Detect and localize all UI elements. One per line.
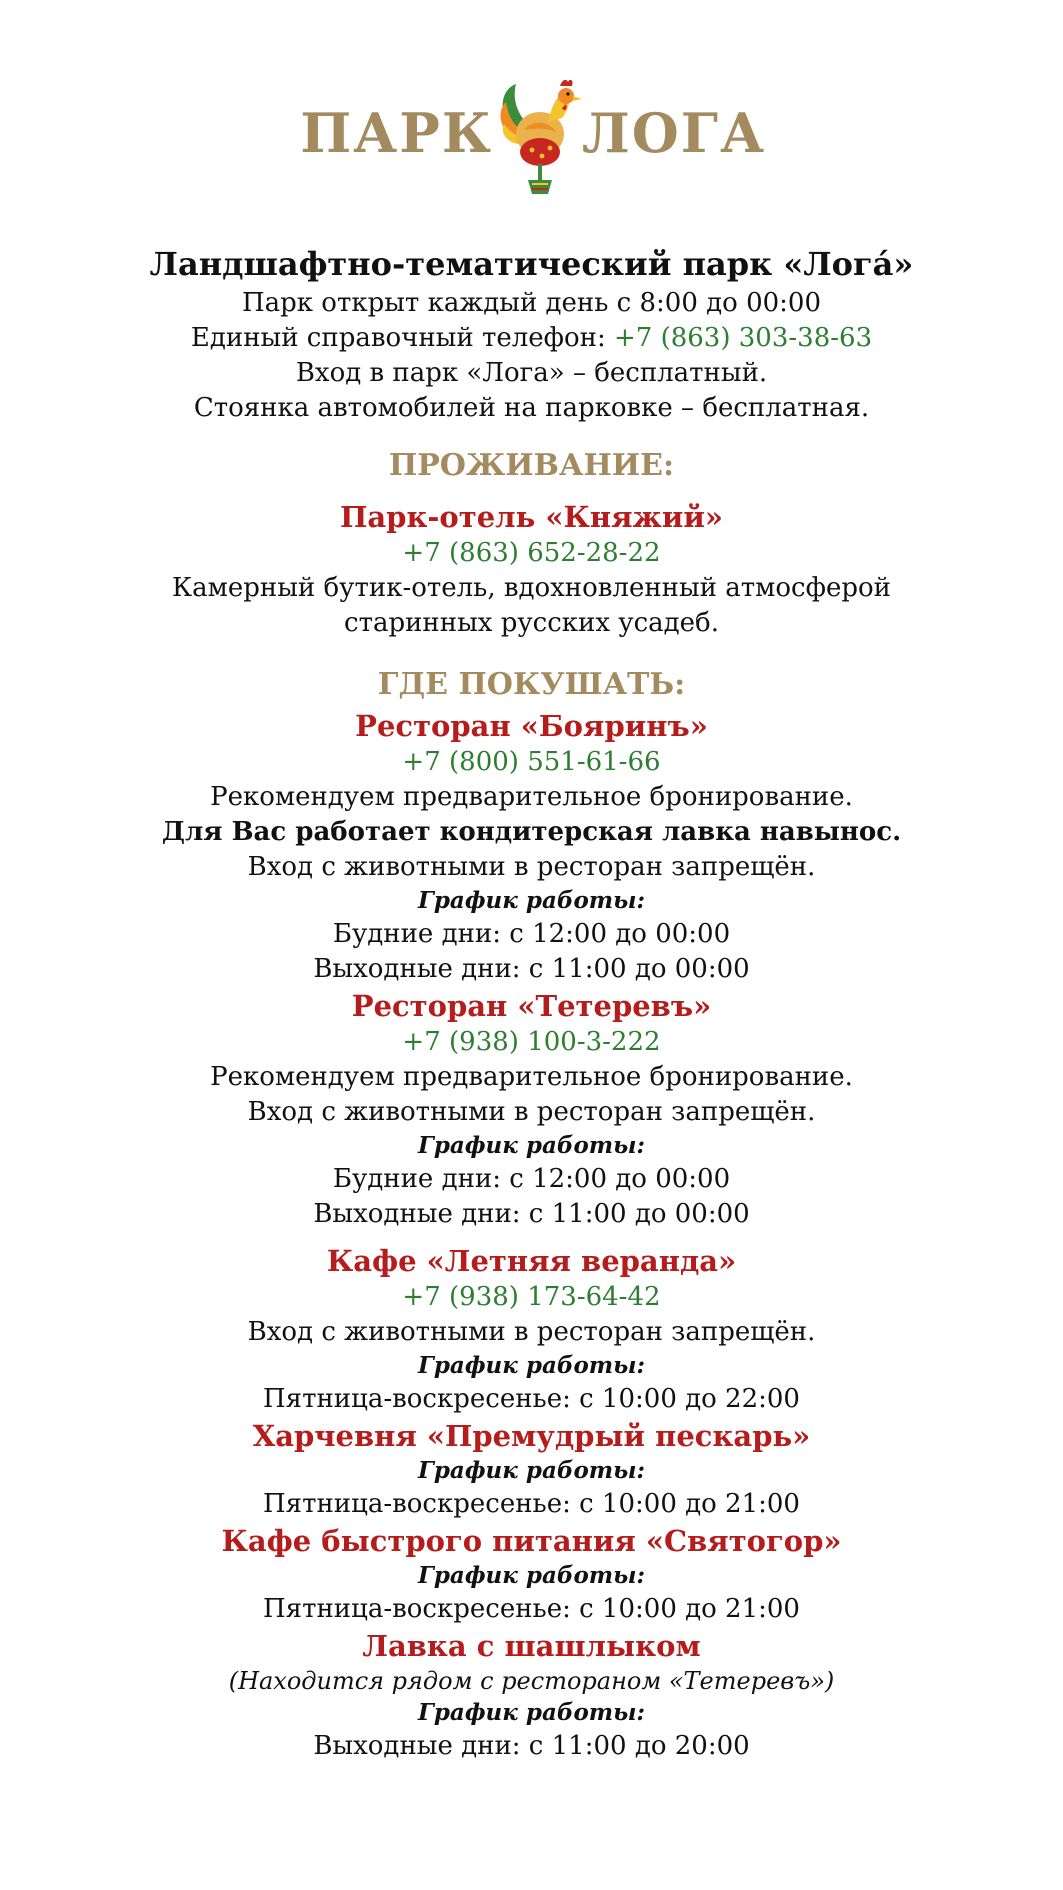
venue-teterev-pets: Вход с животными в ресторан запрещён. xyxy=(247,1097,816,1127)
venue-teterev-phone[interactable]: +7 (938) 100-3-222 xyxy=(402,1027,661,1057)
venue-boyarin-phone[interactable]: +7 (800) 551-61-66 xyxy=(402,747,661,777)
entrance-info: Вход в парк «Лога» – бесплатный. xyxy=(295,358,768,388)
logo-left-text: ПАРК xyxy=(300,101,493,165)
venue-boyarin-pastry: Для Вас работает кондитерская лавка навынос. xyxy=(161,817,902,847)
schedule-label: График работы: xyxy=(417,1352,646,1379)
schedule-label: График работы: xyxy=(417,1562,646,1589)
hotline xyxy=(0,321,1063,356)
venue-peskar-hours: Пятница-воскресенье: с 10:00 до 21:00 xyxy=(263,1489,800,1519)
opening-hours: Парк открыт каждый день с 8:00 до 00:00 xyxy=(241,288,822,318)
schedule-label: График работы: xyxy=(417,887,646,914)
accommodation-heading: ПРОЖИВАНИЕ: xyxy=(388,448,675,483)
venue-boyarin-name: Ресторан «Бояринъ» xyxy=(355,709,708,743)
park-logo xyxy=(0,72,1063,198)
venue-boyarin-booking: Рекомендуем предварительное бронирование. xyxy=(210,782,853,812)
venue-veranda-phone[interactable]: +7 (938) 173-64-42 xyxy=(402,1282,661,1312)
venue-teterev-booking: Рекомендуем предварительное бронирование. xyxy=(210,1062,853,1092)
venue-veranda-pets: Вход с животными в ресторан запрещён. xyxy=(247,1317,816,1347)
parking-info: Стоянка автомобилей на парковке – бесплатная. xyxy=(193,393,870,423)
venue-boyarin-weekdays: Будние дни: с 12:00 до 00:00 xyxy=(332,919,731,949)
venue-teterev-weekdays: Будние дни: с 12:00 до 00:00 xyxy=(332,1164,731,1194)
logo-right-text: ЛОГА xyxy=(582,101,767,165)
hotel-description-1: Камерный бутик-отель, вдохновленный атмосферой xyxy=(172,573,891,603)
hotline-label: Единый справочный телефон: xyxy=(190,323,614,353)
venue-teterev-weekends: Выходные дни: с 11:00 до 00:00 xyxy=(313,1199,750,1229)
schedule-label: График работы: xyxy=(417,1457,646,1484)
hotel-name: Парк-отель «Княжий» xyxy=(339,500,723,534)
rooster-icon xyxy=(500,80,582,194)
schedule-label: График работы: xyxy=(417,1132,646,1159)
hotel-phone[interactable]: +7 (863) 652-28-22 xyxy=(402,538,661,568)
page-title: Ландшафтно-тематический парк «Лога́» xyxy=(149,245,914,283)
info-document xyxy=(0,242,1063,1764)
logo-graphic xyxy=(0,72,1063,198)
schedule-label: График работы: xyxy=(417,1699,646,1726)
hotel-description-2: старинных русских усадеб. xyxy=(344,608,719,638)
hotline-phone[interactable]: +7 (863) 303-38-63 xyxy=(613,323,873,353)
venue-shashlik-name: Лавка с шашлыком xyxy=(362,1629,701,1663)
food-heading: ГДЕ ПОКУШАТЬ: xyxy=(377,667,686,702)
venue-boyarin-pets: Вход с животными в ресторан запрещён. xyxy=(247,852,816,882)
venue-veranda-hours: Пятница-воскресенье: с 10:00 до 22:00 xyxy=(263,1384,800,1414)
venue-shashlik-hours: Выходные дни: с 11:00 до 20:00 xyxy=(313,1731,750,1761)
venue-boyarin-weekends: Выходные дни: с 11:00 до 00:00 xyxy=(313,954,750,984)
venue-shashlik-note: (Находится рядом с рестораном «Тетеревъ») xyxy=(228,1667,835,1695)
venue-peskar-name: Харчевня «Премудрый пескарь» xyxy=(252,1419,811,1453)
venue-veranda-name: Кафе «Летняя веранда» xyxy=(326,1244,737,1278)
venue-teterev-name: Ресторан «Тетеревъ» xyxy=(351,989,712,1023)
venue-svyatogor-hours: Пятница-воскресенье: с 10:00 до 21:00 xyxy=(263,1594,800,1624)
venue-svyatogor-name: Кафе быстрого питания «Святогор» xyxy=(221,1524,842,1558)
